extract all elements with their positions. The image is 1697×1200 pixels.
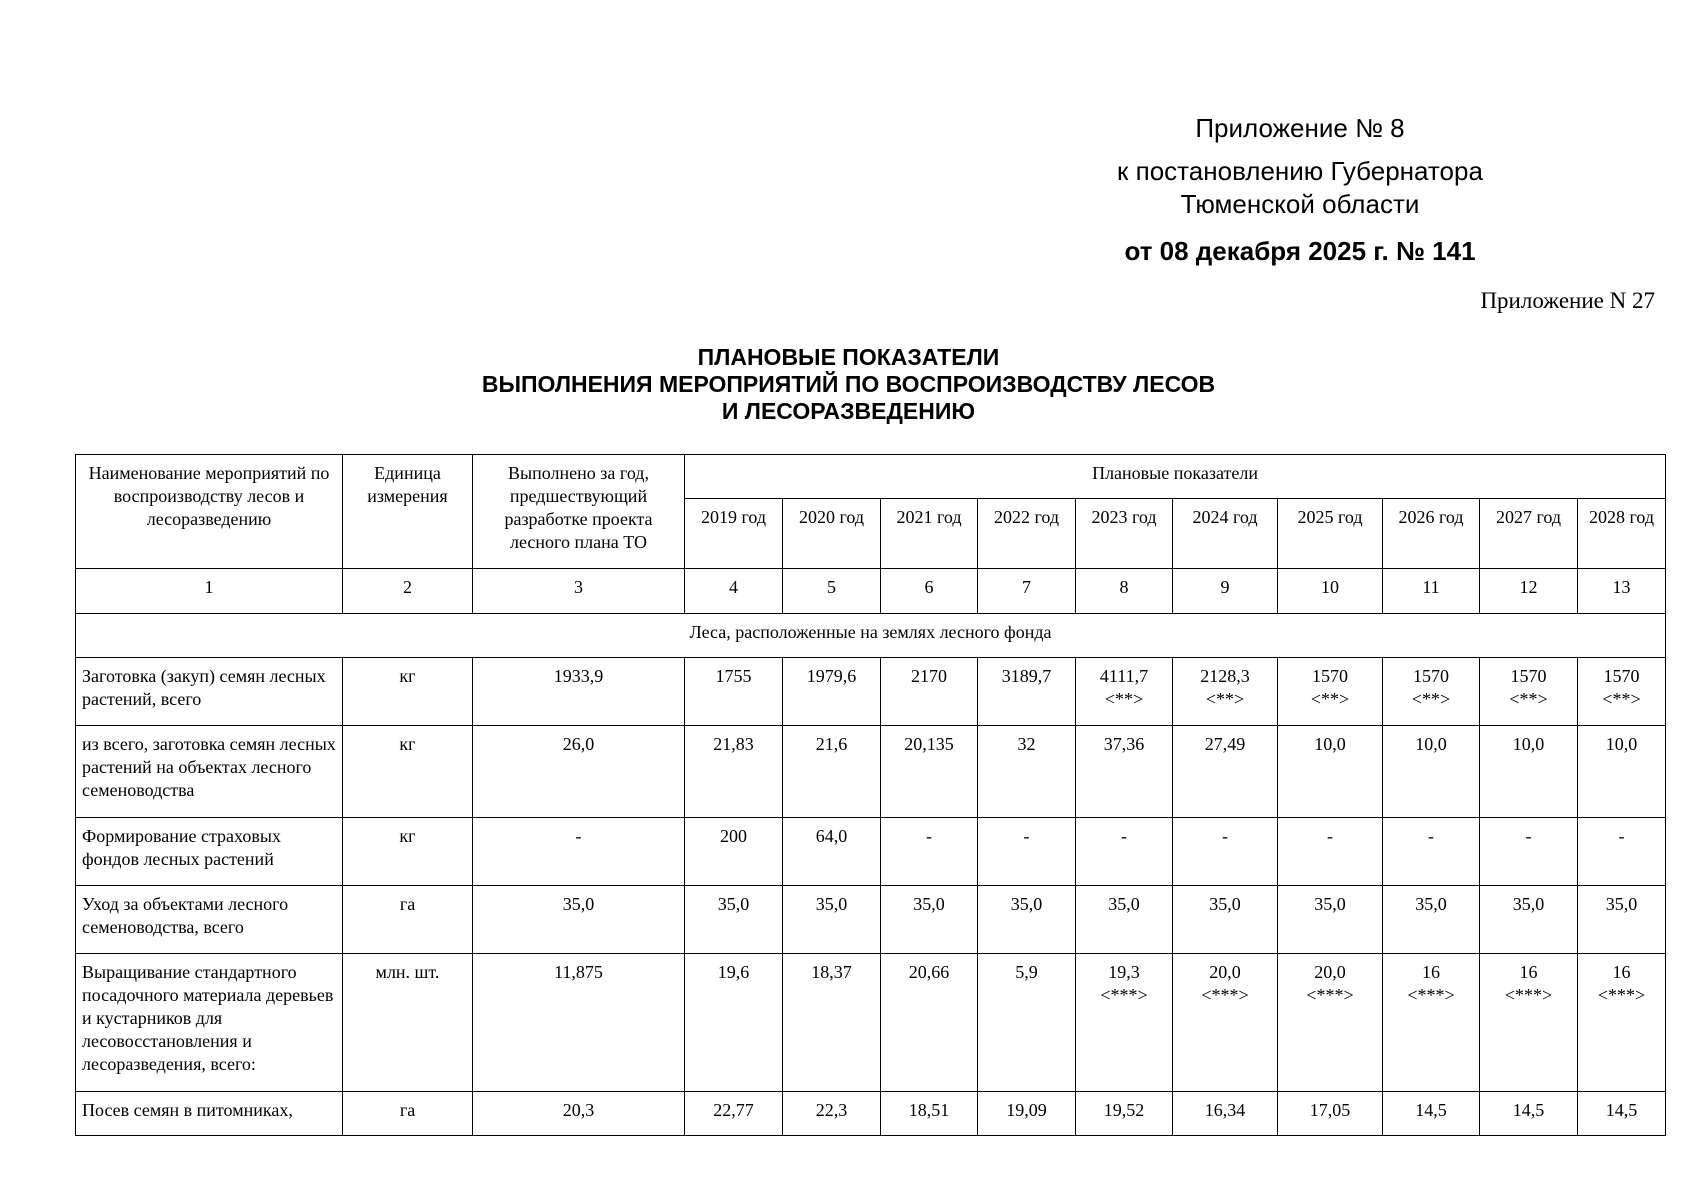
header-year: 2027 год: [1480, 499, 1578, 569]
done-value-cell: 20,3: [473, 1092, 685, 1136]
year-value: 1979,6: [806, 666, 857, 686]
year-value: 19,52: [1103, 1100, 1145, 1120]
year-value-cell: [978, 886, 1076, 954]
year-value: 21,6: [815, 734, 848, 754]
done-value-cell: 26,0: [473, 726, 685, 818]
document-title: [0, 344, 1697, 425]
year-value: 64,0: [815, 826, 848, 846]
header-year: 2020 год: [783, 499, 881, 569]
column-number: 8: [1076, 569, 1173, 614]
year-value: 16: [1612, 962, 1631, 982]
year-value: 35,0: [815, 894, 848, 914]
year-value: 16: [1519, 962, 1538, 982]
year-value-cell: [978, 1092, 1076, 1136]
year-value-cell: [1578, 726, 1666, 818]
unit-cell: кг: [343, 818, 473, 886]
done-value-cell: 11,875: [473, 954, 685, 1092]
year-value: -: [1428, 826, 1434, 846]
unit-cell: кг: [343, 658, 473, 726]
appendix-region-line: Тюменской области: [1180, 189, 1420, 219]
year-value: -: [1023, 826, 1030, 846]
year-value-cell: [685, 1092, 783, 1136]
year-value: 14,5: [1605, 1100, 1638, 1120]
year-value: 21,83: [713, 734, 754, 754]
section-title: Леса, расположенные на землях лесного фонда: [76, 614, 1666, 658]
year-value-cell: [881, 658, 978, 726]
footnote-marker: <**>: [1205, 689, 1245, 709]
year-value-cell: [1278, 954, 1383, 1092]
year-value: 35,0: [1010, 894, 1043, 914]
footnote-marker: <***>: [1100, 985, 1148, 1005]
activity-name: из всего, заготовка семян лесных растений на объектах лесного семеноводства: [76, 726, 343, 818]
header-year: 2026 год: [1383, 499, 1480, 569]
footnote-marker: <**>: [1411, 689, 1451, 709]
year-value-cell: [1173, 886, 1278, 954]
year-value: 22,3: [815, 1100, 848, 1120]
year-value: 20,0: [1314, 962, 1346, 982]
year-value-cell: [1076, 1092, 1173, 1136]
year-value: 4111,7: [1099, 666, 1149, 686]
year-value-cell: [1578, 886, 1666, 954]
year-value-cell: [1076, 954, 1173, 1092]
year-value-cell: [978, 726, 1076, 818]
year-value-cell: [1076, 886, 1173, 954]
year-value: 32: [1017, 734, 1036, 754]
column-number: 9: [1173, 569, 1278, 614]
year-value: 3189,7: [1001, 666, 1052, 686]
year-value-cell: [1278, 886, 1383, 954]
year-value: 18,51: [908, 1100, 950, 1120]
done-value-cell: 35,0: [473, 886, 685, 954]
year-value-cell: [1480, 726, 1578, 818]
table-row: [76, 726, 1666, 818]
header-year: 2021 год: [881, 499, 978, 569]
year-value: 1570: [1510, 666, 1547, 686]
header-year: 2023 год: [1076, 499, 1173, 569]
year-value: 37,36: [1103, 734, 1145, 754]
appendix-date-line: от 08 декабря 2025 г. № 141: [1124, 236, 1476, 266]
year-value-cell: [783, 954, 881, 1092]
unit-cell: га: [343, 886, 473, 954]
year-value-cell: [978, 818, 1076, 886]
year-value: 1570: [1312, 666, 1348, 686]
year-value-cell: [783, 1092, 881, 1136]
year-value: 10,0: [1512, 734, 1545, 754]
year-value: 16: [1422, 962, 1440, 982]
header-done: Выполнено за год, предшествующий разработке проекта лесного плана ТО: [473, 455, 685, 569]
year-value-cell: [783, 818, 881, 886]
year-value: 19,09: [1006, 1100, 1047, 1120]
year-value: 20,0: [1209, 962, 1241, 982]
appendix-block: [1080, 112, 1520, 268]
appendix-old-number: Приложение N 27: [1480, 288, 1655, 313]
year-value-cell: [1173, 1092, 1278, 1136]
year-value: 19,3: [1108, 962, 1140, 982]
year-value-cell: [1278, 1092, 1383, 1136]
year-value-cell: [1278, 726, 1383, 818]
column-number: 2: [343, 569, 473, 614]
year-value-cell: [1480, 954, 1578, 1092]
year-value-cell: [1076, 818, 1173, 886]
year-value: 35,0: [717, 894, 750, 914]
year-value: 27,49: [1204, 734, 1246, 754]
year-value: 16,34: [1204, 1100, 1246, 1120]
year-value: 19,6: [717, 962, 750, 982]
footnote-marker: <***>: [1407, 985, 1455, 1005]
year-value-cell: [1076, 658, 1173, 726]
footnote-marker: <***>: [1597, 985, 1646, 1005]
year-value: -: [1618, 826, 1625, 846]
title-line-1: ПЛАНОВЫЕ ПОКАЗАТЕЛИ: [697, 344, 1000, 370]
year-value-cell: [881, 726, 978, 818]
table-row: [76, 1092, 1666, 1136]
year-value: 1755: [715, 666, 752, 686]
year-value: 17,05: [1309, 1100, 1351, 1120]
activity-name: Посев семян в питомниках,: [76, 1092, 343, 1136]
year-value: -: [926, 826, 932, 846]
header-year: 2019 год: [685, 499, 783, 569]
year-value-cell: [1173, 726, 1278, 818]
unit-cell: кг: [343, 726, 473, 818]
year-value: 35,0: [1605, 894, 1638, 914]
column-number-row: [76, 569, 1666, 614]
appendix-number: Приложение № 8: [1195, 113, 1405, 143]
year-value: 35,0: [1512, 894, 1545, 914]
unit-cell: млн. шт.: [343, 954, 473, 1092]
column-number: 3: [473, 569, 685, 614]
year-value-cell: [1076, 726, 1173, 818]
year-value-cell: [1278, 658, 1383, 726]
year-value: 14,5: [1512, 1100, 1545, 1120]
column-number: 10: [1278, 569, 1383, 614]
year-value: 10,0: [1605, 734, 1638, 754]
year-value: 35,0: [1314, 894, 1346, 914]
year-value: 1570: [1413, 666, 1449, 686]
year-value-cell: [1383, 1092, 1480, 1136]
year-value-cell: [1173, 954, 1278, 1092]
year-value: -: [1327, 826, 1333, 846]
title-line-2: ВЫПОЛНЕНИЯ МЕРОПРИЯТИЙ ПО ВОСПРОИЗВОДСТВУ ЛЕСОВ: [481, 371, 1216, 397]
year-value-cell: [881, 954, 978, 1092]
title-line-3: И ЛЕСОРАЗВЕДЕНИЮ: [721, 398, 976, 424]
year-value: 20,66: [908, 962, 950, 982]
year-value-cell: [881, 886, 978, 954]
header-plan: Плановые показатели: [685, 455, 1666, 499]
column-number: 4: [685, 569, 783, 614]
activity-name: Уход за объектами лесного семеноводства, всего: [76, 886, 343, 954]
header-row-1: [76, 455, 1666, 499]
year-value-cell: [1578, 954, 1666, 1092]
year-value-cell: [1383, 658, 1480, 726]
year-value-cell: [783, 658, 881, 726]
year-value-cell: [1480, 886, 1578, 954]
footnote-marker: <***>: [1201, 985, 1249, 1005]
year-value: -: [1121, 826, 1127, 846]
column-number: 1: [76, 569, 343, 614]
year-value-cell: [1383, 954, 1480, 1092]
year-value-cell: [685, 886, 783, 954]
year-value: 2170: [911, 666, 947, 686]
done-value-cell: -: [473, 818, 685, 886]
year-value: 10,0: [1415, 734, 1447, 754]
activity-name: Выращивание стандартного посадочного материала деревьев и кустарников для лесовосстановления и лесоразведения, всего:: [76, 954, 343, 1092]
year-value: 35,0: [1108, 894, 1140, 914]
year-value-cell: [1480, 658, 1578, 726]
year-value-cell: [1578, 658, 1666, 726]
year-value-cell: [685, 954, 783, 1092]
year-value: 35,0: [1415, 894, 1447, 914]
year-value-cell: [783, 726, 881, 818]
year-value-cell: [685, 726, 783, 818]
year-value-cell: [1173, 658, 1278, 726]
column-number: 13: [1578, 569, 1666, 614]
year-value: 20,135: [904, 734, 954, 754]
year-value: -: [1222, 826, 1228, 846]
column-number: 7: [978, 569, 1076, 614]
footnote-marker: <**>: [1310, 689, 1350, 709]
unit-cell: га: [343, 1092, 473, 1136]
header-year: 2022 год: [978, 499, 1076, 569]
year-value: 35,0: [913, 894, 945, 914]
year-value-cell: [685, 658, 783, 726]
footnote-marker: <**>: [1509, 689, 1548, 709]
year-value-cell: [1578, 1092, 1666, 1136]
footnote-marker: <***>: [1306, 985, 1354, 1005]
year-value-cell: [1480, 818, 1578, 886]
header-name: Наименование мероприятий по воспроизводству лесов и лесоразведению: [76, 455, 343, 569]
header-year: 2024 год: [1173, 499, 1278, 569]
table-row: [76, 818, 1666, 886]
year-value-cell: [685, 818, 783, 886]
table-row: [76, 886, 1666, 954]
year-value: 1570: [1603, 666, 1640, 686]
year-value: -: [1525, 826, 1532, 846]
year-value-cell: [1383, 818, 1480, 886]
plan-table: [75, 454, 1666, 1136]
year-value: 22,77: [713, 1100, 754, 1120]
year-value: 10,0: [1314, 734, 1346, 754]
year-value: 35,0: [1209, 894, 1241, 914]
year-value: 18,37: [811, 962, 852, 982]
column-number: 5: [783, 569, 881, 614]
year-value-cell: [1278, 818, 1383, 886]
activity-name: Формирование страховых фондов лесных растений: [76, 818, 343, 886]
header-unit: Единица измерения: [343, 455, 473, 569]
activity-name: Заготовка (закуп) семян лесных растений, всего: [76, 658, 343, 726]
footnote-marker: <***>: [1504, 985, 1553, 1005]
header-year: 2025 год: [1278, 499, 1383, 569]
done-value-cell: 1933,9: [473, 658, 685, 726]
footnote-marker: <**>: [1602, 689, 1641, 709]
table-row: [76, 954, 1666, 1092]
footnote-marker: <**>: [1104, 689, 1144, 709]
year-value-cell: [1383, 726, 1480, 818]
year-value-cell: [1173, 818, 1278, 886]
column-number: 11: [1383, 569, 1480, 614]
year-value: 2128,3: [1200, 666, 1250, 686]
appendix-decree-line: к постановлению Губернатора: [1117, 156, 1483, 186]
year-value-cell: [978, 658, 1076, 726]
year-value: 5,9: [1015, 962, 1038, 982]
column-number: 6: [881, 569, 978, 614]
year-value-cell: [1383, 886, 1480, 954]
year-value-cell: [1480, 1092, 1578, 1136]
year-value-cell: [783, 886, 881, 954]
year-value-cell: [881, 818, 978, 886]
year-value-cell: [978, 954, 1076, 1092]
year-value-cell: [881, 1092, 978, 1136]
header-year: 2028 год: [1578, 499, 1666, 569]
section-row: [76, 614, 1666, 658]
year-value: 200: [720, 826, 747, 846]
table-row: [76, 658, 1666, 726]
column-number: 12: [1480, 569, 1578, 614]
year-value-cell: [1578, 818, 1666, 886]
year-value: 14,5: [1415, 1100, 1447, 1120]
